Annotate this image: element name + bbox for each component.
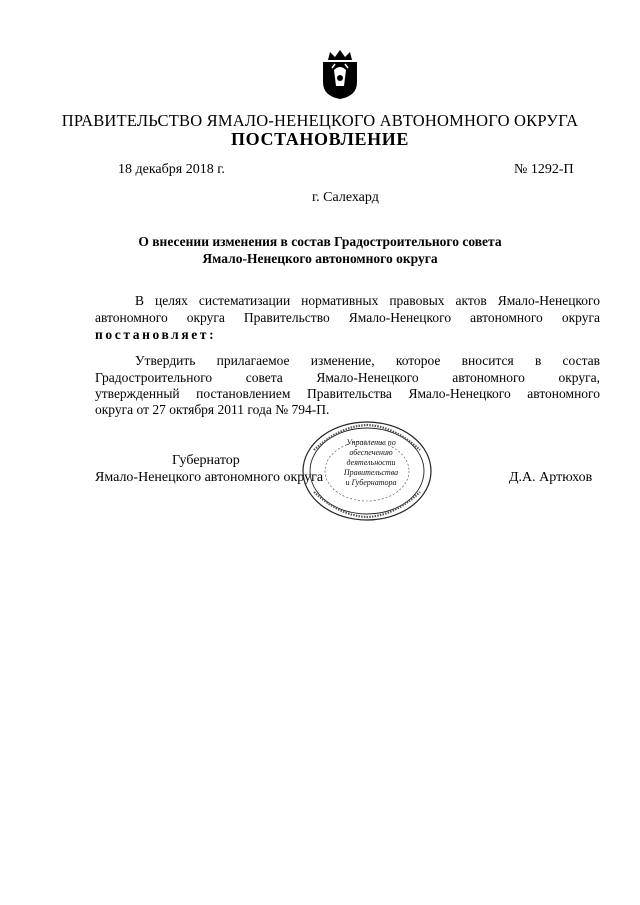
resolution-keyword: постановляет:: [95, 327, 217, 342]
body-text-line: округа от 27 октября 2011 года № 794-П.: [95, 402, 330, 417]
body-text-line: автономного округа Правительство Ямало-Ненецкого автономного округа: [95, 310, 600, 325]
government-title: ПРАВИТЕЛЬСТВО ЯМАЛО-НЕНЕЦКОГО АВТОНОМНОГО ОКРУГА: [61, 111, 579, 130]
subject-line: О внесении изменения в состав Градостроительного совета: [138, 234, 502, 249]
stamp-text: [326, 438, 416, 488]
document-date: 18 декабря 2018 г.: [118, 162, 225, 177]
stamp-text-line: обеспечению: [349, 448, 393, 457]
stamp-text-line: и Губернатора: [345, 478, 397, 487]
document-number: № 1292-П: [514, 162, 574, 177]
signatory-title: Ямало-Ненецкого автономного округа: [95, 470, 324, 485]
signatory-name: Д.А. Артюхов: [509, 470, 593, 485]
body-text-line: В целях систематизации нормативных правовых актов Ямало-Ненецкого: [135, 293, 600, 308]
body-text-line: утвержденный постановлением Правительства Ямало-Ненецкого автономного: [95, 386, 600, 401]
stamp-text-line: Правительства: [343, 468, 399, 477]
document-city: г. Салехард: [312, 190, 379, 205]
coat-of-arms-emblem: [320, 48, 360, 100]
signatory-title: Губернатор: [172, 453, 240, 468]
body-text-line: Утвердить прилагаемое изменение, которое вносится в состав: [135, 353, 600, 368]
document-type-title: ПОСТАНОВЛЕНИЕ: [231, 129, 409, 149]
subject-line: Ямало-Ненецкого автономного округа: [202, 251, 438, 266]
stamp-text-line: деятельности: [346, 458, 396, 467]
body-text-line: Градостроительного совета Ямало-Ненецкого автономного округа,: [95, 370, 600, 385]
stamp-text-line: Управление по: [346, 438, 396, 447]
